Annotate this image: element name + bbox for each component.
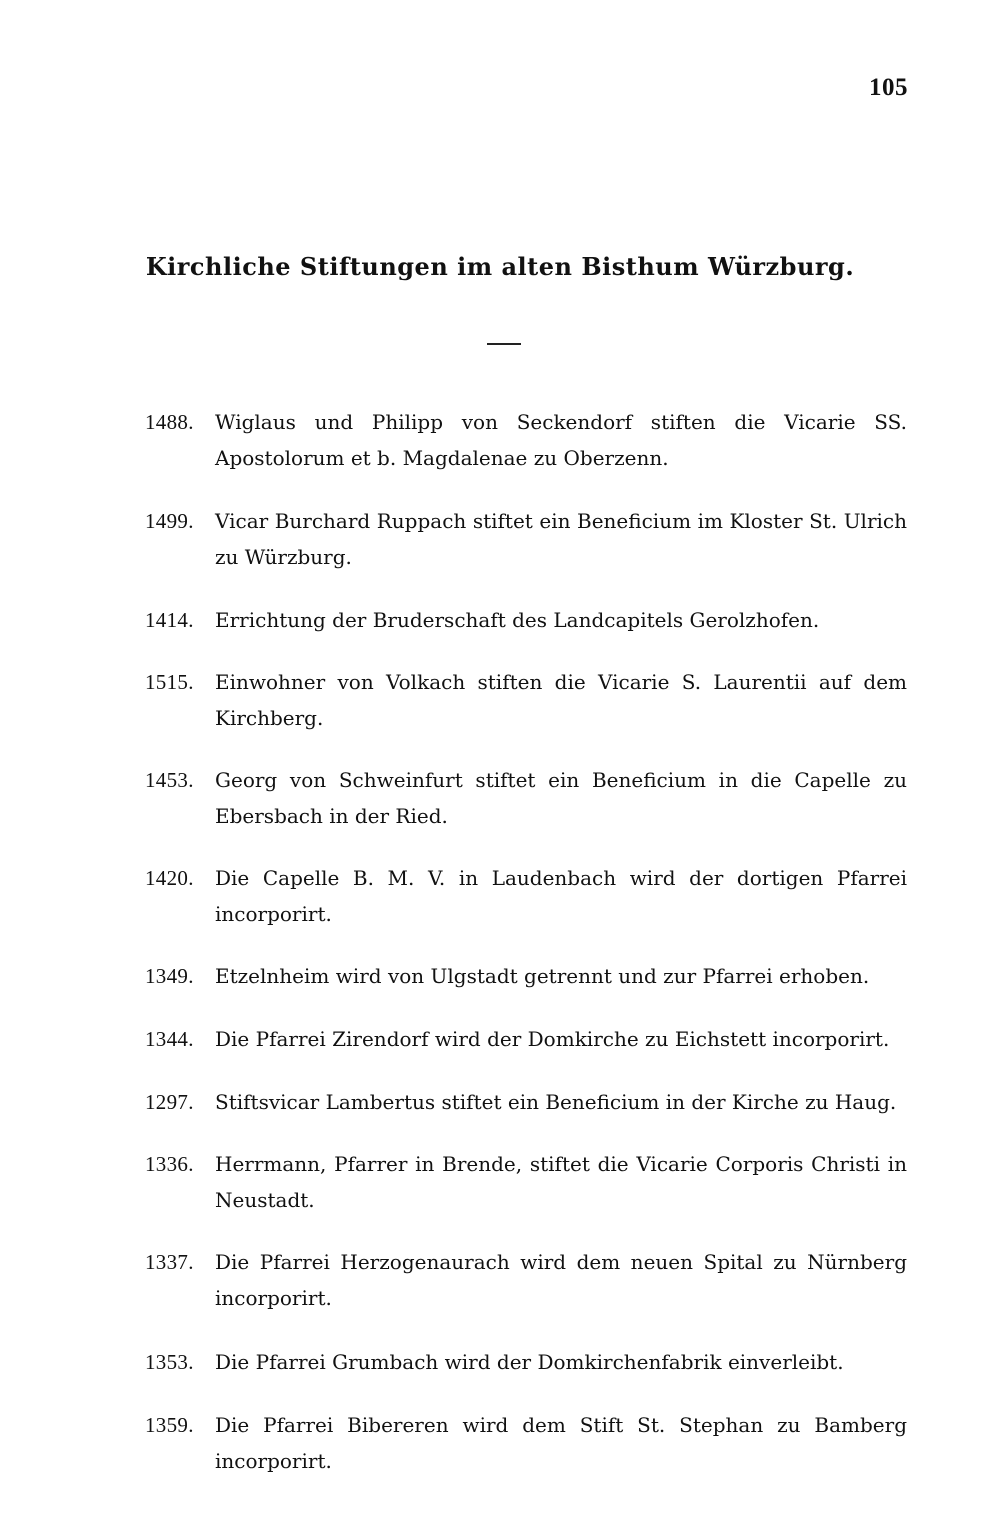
entry <box>145 404 907 476</box>
entry <box>145 1084 907 1120</box>
entry <box>145 958 907 994</box>
entry <box>145 664 907 736</box>
entry <box>145 1146 907 1218</box>
page-title: Kirchliche Stiftungen im alten Bisthum Würzburg. <box>145 252 855 281</box>
entry-text: Vicar Burchard Ruppach stiftet ein Beneficium im Kloster St. Ulrich zu Würzburg. <box>215 509 907 569</box>
entry-text: Herrmann, Pfarrer in Brende, stiftet die Vicarie Corporis Christi in Neustadt. <box>215 1152 907 1212</box>
entry <box>145 1021 907 1057</box>
entry <box>145 762 907 834</box>
entry-year: 1336. <box>145 1152 194 1176</box>
entry <box>145 860 907 932</box>
entry-text: Etzelnheim wird von Ulgstadt getrennt und zur Pfarrei erhoben. <box>215 964 870 988</box>
entry-year: 1420. <box>145 866 194 890</box>
entry-year: 1349. <box>145 964 194 988</box>
entry-year: 1488. <box>145 410 194 434</box>
entry <box>145 1407 907 1479</box>
entry-text: Die Pfarrei Herzogenaurach wird dem neuen Spital zu Nürnberg incorporirt. <box>215 1250 907 1310</box>
entry-text: Die Pfarrei Zirendorf wird der Domkirche zu Eichstett incorporirt. <box>215 1027 890 1051</box>
entry-year: 1453. <box>145 768 194 792</box>
entry-year: 1353. <box>145 1350 194 1374</box>
entry-text: Stiftsvicar Lambertus stiftet ein Beneficium in der Kirche zu Haug. <box>215 1090 897 1114</box>
title-divider <box>487 343 521 345</box>
entry <box>145 602 907 638</box>
page-number: 105 <box>869 74 908 101</box>
entry-text: Die Pfarrei Grumbach wird der Domkirchenfabrik einverleibt. <box>215 1350 844 1374</box>
entry-year: 1344. <box>145 1027 194 1051</box>
entry-year: 1359. <box>145 1413 194 1437</box>
entry-year: 1337. <box>145 1250 194 1274</box>
entry-text: Die Capelle B. M. V. in Laudenbach wird der dortigen Pfarrei incorporirt. <box>215 866 907 926</box>
entry-year: 1414. <box>145 608 194 632</box>
entry-year: 1499. <box>145 509 194 533</box>
entry <box>145 1344 907 1380</box>
entries-list <box>145 404 907 1479</box>
entry <box>145 503 907 575</box>
entry-text: Wiglaus und Philipp von Seckendorf stiften die Vicarie SS. Apostolorum et b. Magdalenae zu Oberzenn. <box>215 410 907 470</box>
entry-text: Errichtung der Bruderschaft des Landcapitels Gerolzhofen. <box>215 608 820 632</box>
entry <box>145 1244 907 1316</box>
entry-text: Die Pfarrei Bibereren wird dem Stift St. Stephan zu Bamberg incorporirt. <box>215 1413 907 1473</box>
entry-text: Einwohner von Volkach stiften die Vicarie S. Laurentii auf dem Kirchberg. <box>215 670 907 730</box>
entry-year: 1515. <box>145 670 194 694</box>
entry-text: Georg von Schweinfurt stiftet ein Beneficium in die Capelle zu Ebersbach in der Ried. <box>215 768 907 828</box>
entry-year: 1297. <box>145 1090 194 1114</box>
